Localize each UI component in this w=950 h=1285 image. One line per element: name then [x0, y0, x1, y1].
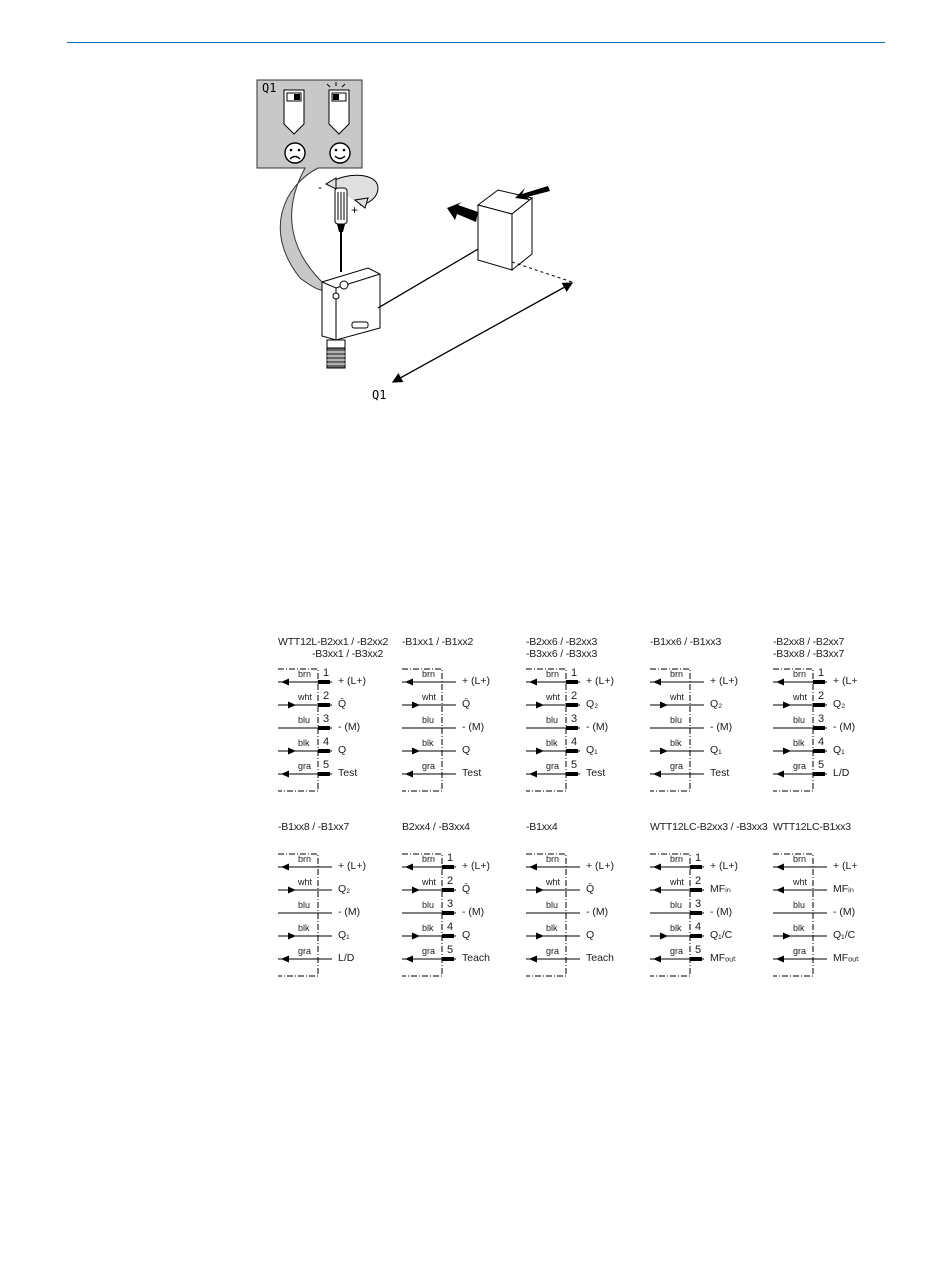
wire-color-label: gra — [793, 946, 807, 956]
wiring-schematic — [278, 850, 378, 980]
adjustment-illustration — [0, 0, 950, 420]
pin-terminal — [690, 888, 702, 892]
wire-arrow-right-icon — [288, 887, 296, 894]
pin-number: 2 — [695, 875, 702, 887]
pin-terminal — [442, 865, 454, 869]
signal-label: - (M) — [833, 906, 856, 918]
wiring-diagram — [773, 822, 883, 962]
pin-number: 3 — [818, 713, 825, 725]
pin-number: 1 — [323, 667, 330, 679]
pin-number: 3 — [695, 898, 702, 910]
wire-arrow-left-icon — [776, 679, 784, 686]
wire-color-label: brn — [793, 669, 807, 679]
signal-label: - (M) — [462, 721, 485, 733]
signal-label: Teach — [462, 952, 491, 964]
wire-arrow-right-icon — [660, 702, 668, 709]
pin-number: 1 — [818, 667, 825, 679]
wiring-title — [278, 637, 388, 660]
pin-number: 4 — [447, 921, 454, 933]
wire-arrow-left-icon — [776, 887, 784, 894]
wire-color-label: wht — [546, 877, 561, 887]
wire-arrow-left-icon — [405, 864, 413, 871]
wiring-title-line: WTT12L-B2xx1 / -B2xx2 — [278, 636, 389, 648]
signal-label: Q₂ — [338, 883, 351, 895]
wire-arrow-right-icon — [536, 933, 544, 940]
rotate-arrow-icon — [318, 175, 378, 217]
pin-terminal — [566, 726, 578, 730]
pin-terminal — [566, 772, 578, 776]
signal-label: Q₁/C — [710, 929, 733, 941]
pin-terminal — [566, 703, 578, 707]
pin-terminal — [813, 772, 825, 776]
happy-face-icon — [330, 143, 350, 163]
wire-arrow-right-icon — [288, 933, 296, 940]
wire-arrow-left-icon — [405, 771, 413, 778]
wire-arrow-right-icon — [536, 748, 544, 755]
pin-terminal — [318, 749, 330, 753]
wiring-title-line: -B2xx8 / -B2xx7 — [773, 636, 845, 648]
svg-text:+: + — [351, 203, 359, 217]
pin-number: 3 — [323, 713, 330, 725]
signal-label: MFₒᵤₜ — [833, 952, 860, 964]
signal-label: + (L+) — [462, 675, 491, 687]
wire-color-label: blk — [670, 923, 682, 933]
signal-label: Q₁ — [833, 744, 845, 756]
signal-label: Q̄ — [462, 698, 471, 710]
wire-color-label: brn — [422, 854, 436, 864]
signal-label: Q̄ — [586, 883, 595, 895]
pin-number: 3 — [571, 713, 578, 725]
pin-number: 4 — [695, 921, 702, 933]
svg-text:-: - — [318, 180, 322, 194]
wire-color-label: brn — [546, 669, 560, 679]
wire-color-label: blk — [546, 923, 558, 933]
pin-terminal — [690, 934, 702, 938]
signal-label: + (L+) — [462, 860, 491, 872]
wire-color-label: blu — [793, 900, 806, 910]
wire-arrow-right-icon — [660, 748, 668, 755]
wire-color-label: blk — [793, 738, 805, 748]
signal-label: - (M) — [462, 906, 485, 918]
signal-label: Teach — [586, 952, 615, 964]
wire-color-label: blk — [670, 738, 682, 748]
wire-color-label: blk — [422, 923, 434, 933]
signal-label: Q₁ — [586, 744, 598, 756]
wire-arrow-left-icon — [653, 864, 661, 871]
wire-arrow-left-icon — [653, 679, 661, 686]
signal-label: Q₁ — [710, 744, 722, 756]
wire-color-label: blu — [546, 900, 559, 910]
wiring-schematic — [773, 665, 873, 795]
wiring-title — [650, 822, 768, 834]
pin-number: 4 — [571, 736, 578, 748]
wiring-title-line: -B3xx6 / -B3xx3 — [526, 647, 598, 660]
wiring-diagram — [278, 822, 388, 962]
wiring-title-line: WTT12LC-B1xx3 — [773, 821, 851, 833]
wiring-title-line: -B1xx1 / -B1xx2 — [402, 636, 474, 648]
wiring-title — [278, 822, 349, 834]
pin-terminal — [318, 726, 330, 730]
pin-terminal — [690, 957, 702, 961]
pin-number: 3 — [447, 898, 454, 910]
signal-label: Test — [338, 767, 358, 779]
wire-color-label: gra — [546, 761, 560, 771]
wire-arrow-left-icon — [653, 887, 661, 894]
distance-label: Q1 — [372, 388, 387, 402]
signal-label: Q₂ — [586, 698, 599, 710]
wiring-diagram — [526, 822, 636, 962]
wiring-title-line: -B1xx8 / -B1xx7 — [278, 821, 350, 833]
wiring-title-line: -B3xx8 / -B3xx7 — [773, 647, 845, 660]
wiring-diagram — [650, 637, 760, 777]
pin-terminal — [566, 749, 578, 753]
wire-color-label: blu — [793, 715, 806, 725]
wiring-title-line: WTT12LC-B2xx3 / -B3xx3 — [650, 821, 768, 833]
wiring-title-line: -B3xx1 / -B3xx2 — [312, 647, 384, 660]
wire-arrow-right-icon — [288, 748, 296, 755]
pin-number: 5 — [818, 759, 825, 771]
distance-arrow — [393, 283, 572, 382]
wire-arrow-left-icon — [529, 679, 537, 686]
signal-label: Q — [586, 929, 595, 941]
wiring-diagram — [773, 637, 883, 777]
wire-color-label: wht — [422, 877, 437, 887]
pin-terminal — [442, 888, 454, 892]
wire-color-label: blu — [422, 715, 435, 725]
wire-color-label: wht — [670, 877, 685, 887]
signal-label: Q̄ — [462, 883, 471, 895]
wiring-schematic — [402, 850, 502, 980]
signal-label: - (M) — [710, 721, 733, 733]
signal-label: MFₒᵤₜ — [710, 952, 737, 964]
wiring-title-line: B2xx4 / -B3xx4 — [402, 821, 470, 833]
wiring-diagram — [402, 637, 512, 777]
signal-label: Test — [462, 767, 482, 779]
wire-color-label: wht — [793, 877, 808, 887]
wire-arrow-left-icon — [776, 864, 784, 871]
wire-color-label: blk — [546, 738, 558, 748]
pin-number: 2 — [323, 690, 330, 702]
pin-number: 5 — [323, 759, 330, 771]
wire-arrow-right-icon — [412, 702, 420, 709]
wire-arrow-left-icon — [653, 956, 661, 963]
wire-color-label: blk — [298, 738, 310, 748]
wire-arrow-left-icon — [281, 771, 289, 778]
wire-color-label: gra — [422, 761, 436, 771]
wire-color-label: wht — [670, 692, 685, 702]
signal-label: + (L+) — [338, 675, 367, 687]
pin-terminal — [318, 772, 330, 776]
wire-color-label: wht — [422, 692, 437, 702]
pin-number: 1 — [447, 852, 454, 864]
wire-arrow-right-icon — [783, 702, 791, 709]
wire-color-label: wht — [298, 877, 313, 887]
pin-terminal — [442, 957, 454, 961]
pin-terminal — [690, 865, 702, 869]
wire-arrow-left-icon — [529, 864, 537, 871]
wire-arrow-right-icon — [536, 887, 544, 894]
wire-color-label: gra — [793, 761, 807, 771]
signal-label: + (L+) — [586, 675, 615, 687]
pin-number: 4 — [323, 736, 330, 748]
wire-arrow-right-icon — [536, 702, 544, 709]
signal-label: Q — [338, 744, 347, 756]
wiring-schematic — [402, 665, 502, 795]
wire-arrow-left-icon — [281, 679, 289, 686]
wire-arrow-right-icon — [660, 933, 668, 940]
signal-label: Q — [462, 929, 471, 941]
signal-label: - (M) — [833, 721, 856, 733]
wire-color-label: gra — [546, 946, 560, 956]
wire-arrow-right-icon — [412, 887, 420, 894]
wire-color-label: brn — [670, 669, 684, 679]
wire-color-label: blu — [422, 900, 435, 910]
signal-label: Q₂ — [710, 698, 723, 710]
led-off-icon — [284, 90, 304, 134]
signal-label: - (M) — [586, 721, 609, 733]
sensor-icon — [322, 268, 380, 368]
wire-arrow-left-icon — [776, 956, 784, 963]
wire-color-label: wht — [793, 692, 808, 702]
signal-label: - (M) — [710, 906, 733, 918]
signal-label: Q₁/C — [833, 929, 856, 941]
wiring-title — [402, 822, 470, 834]
wire-color-label: gra — [670, 946, 684, 956]
signal-label: Q̄ — [338, 698, 347, 710]
wire-color-label: blk — [298, 923, 310, 933]
wire-color-label: gra — [298, 761, 312, 771]
wire-color-label: brn — [422, 669, 436, 679]
pin-terminal — [813, 703, 825, 707]
wire-color-label: blk — [793, 923, 805, 933]
wire-color-label: blu — [298, 715, 311, 725]
wire-color-label: gra — [298, 946, 312, 956]
pin-number: 2 — [571, 690, 578, 702]
wire-color-label: brn — [298, 669, 312, 679]
wire-color-label: blu — [298, 900, 311, 910]
signal-label: Q₁ — [338, 929, 350, 941]
signal-label: Test — [586, 767, 606, 779]
wiring-schematic — [773, 850, 873, 980]
wire-color-label: brn — [670, 854, 684, 864]
pin-number: 4 — [818, 736, 825, 748]
wiring-title — [526, 822, 557, 834]
wire-arrow-right-icon — [783, 748, 791, 755]
wiring-schematic — [526, 850, 626, 980]
pin-terminal — [813, 680, 825, 684]
wire-arrow-left-icon — [529, 956, 537, 963]
wire-color-label: wht — [298, 692, 313, 702]
wiring-diagram — [650, 821, 768, 964]
wire-arrow-left-icon — [776, 771, 784, 778]
signal-label: - (M) — [338, 721, 361, 733]
wire-color-label: brn — [546, 854, 560, 864]
wiring-schematic — [650, 665, 750, 795]
signal-label: + (L+) — [710, 675, 739, 687]
wiring-schematic — [278, 665, 378, 795]
wiring-title — [773, 637, 844, 660]
signal-label: - (M) — [586, 906, 609, 918]
screwdriver-icon — [335, 188, 347, 272]
wire-color-label: wht — [546, 692, 561, 702]
wire-color-label: blu — [546, 715, 559, 725]
pin-number: 5 — [571, 759, 578, 771]
signal-label: + (L+ — [833, 675, 858, 687]
wire-color-label: blu — [670, 715, 683, 725]
pin-terminal — [318, 703, 330, 707]
signal-label: + (L+ — [833, 860, 858, 872]
signal-label: L/D — [338, 952, 355, 964]
wiring-diagram — [526, 637, 636, 777]
signal-label: MFᵢₙ — [833, 883, 854, 895]
signal-label: Test — [710, 767, 730, 779]
wiring-schematic — [526, 665, 626, 795]
pin-terminal — [442, 911, 454, 915]
signal-label: + (L+) — [710, 860, 739, 872]
wiring-title — [773, 822, 851, 834]
wire-arrow-left-icon — [281, 864, 289, 871]
wire-color-label: brn — [298, 854, 312, 864]
wire-arrow-left-icon — [281, 956, 289, 963]
pin-terminal — [566, 680, 578, 684]
wire-arrow-left-icon — [405, 956, 413, 963]
wiring-title-line: -B2xx6 / -B2xx3 — [526, 636, 598, 648]
wire-arrow-right-icon — [412, 748, 420, 755]
pin-terminal — [442, 934, 454, 938]
wiring-diagram — [402, 822, 512, 962]
signal-label: L/D — [833, 767, 850, 779]
wiring-schematic — [650, 850, 750, 980]
pin-terminal — [318, 680, 330, 684]
light-beam — [378, 245, 485, 308]
signal-label: MFᵢₙ — [710, 883, 731, 895]
pin-terminal — [813, 726, 825, 730]
wire-color-label: blk — [422, 738, 434, 748]
wiring-title — [650, 637, 721, 649]
wiring-title — [402, 637, 473, 649]
wire-arrow-left-icon — [529, 771, 537, 778]
wiring-diagram — [278, 637, 388, 777]
wire-arrow-right-icon — [288, 702, 296, 709]
sad-face-icon — [285, 143, 305, 163]
pin-terminal — [690, 911, 702, 915]
signal-label: + (L+) — [586, 860, 615, 872]
wire-arrow-left-icon — [653, 771, 661, 778]
signal-label: - (M) — [338, 906, 361, 918]
wire-arrow-left-icon — [405, 679, 413, 686]
pin-number: 5 — [695, 944, 702, 956]
wire-color-label: gra — [670, 761, 684, 771]
pin-number: 5 — [447, 944, 454, 956]
wire-color-label: blu — [670, 900, 683, 910]
pin-number: 1 — [571, 667, 578, 679]
signal-label: Q — [462, 744, 471, 756]
wiring-title-line: -B1xx4 — [526, 821, 558, 833]
pin-terminal — [813, 749, 825, 753]
panel-label: Q1 — [262, 81, 277, 95]
object-box-icon — [447, 186, 550, 270]
signal-label: + (L+) — [338, 860, 367, 872]
wiring-title — [526, 637, 597, 660]
wire-arrow-right-icon — [412, 933, 420, 940]
pin-number: 2 — [447, 875, 454, 887]
wire-color-label: brn — [793, 854, 807, 864]
wire-color-label: gra — [422, 946, 436, 956]
pin-number: 2 — [818, 690, 825, 702]
wiring-title-line: -B1xx6 / -B1xx3 — [650, 636, 722, 648]
pin-number: 1 — [695, 852, 702, 864]
signal-label: Q₂ — [833, 698, 846, 710]
wire-arrow-right-icon — [783, 933, 791, 940]
